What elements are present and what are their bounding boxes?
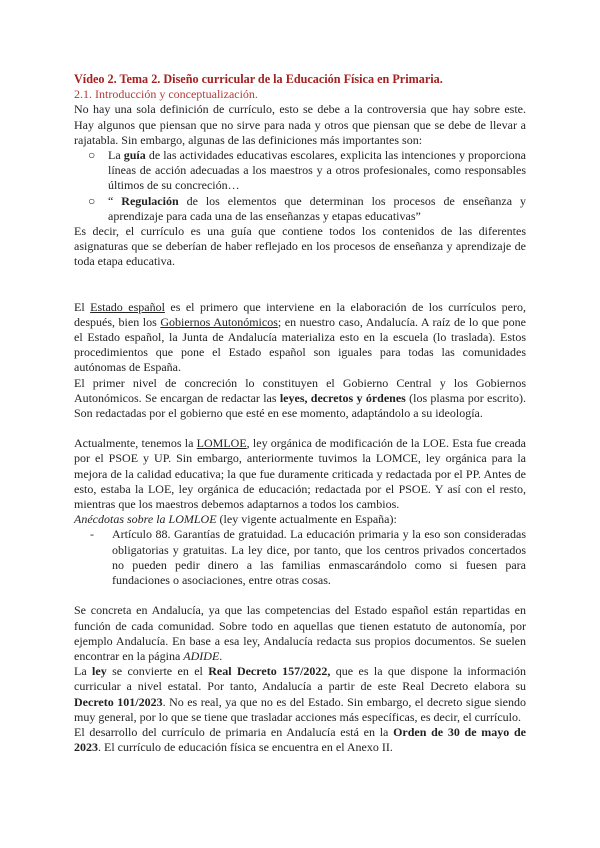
- definition-item: ○ La guía de las actividades educativas escolares, explicita las intenciones y proporciona líneas de acción adecuadas a los maestros y a otros profesionales, como responsables últimos de su concreción…: [88, 148, 526, 193]
- gobiernos-autonomicos-term: Gobiernos Autonómicos: [160, 314, 278, 329]
- definition-term: Regulación: [121, 193, 179, 208]
- estado-paragraph: El Estado español es el primero que interviene en la elaboración de los currículos pero, después, bien los Gobiernos Autonómicos; en nuestro caso, Andalucía. A raíz de lo que pone el Estado español, la Junta de Andalucía materializa esto en la escuela (lo traslada). Estos procedimientos que pone el Estado español son iguales para todas las comunidades autónomas de España.: [74, 299, 526, 375]
- lomloe-term: LOMLOE: [196, 436, 247, 451]
- circle-bullet-icon: ○: [88, 148, 96, 163]
- adide-term: ADIDE: [183, 648, 220, 663]
- orden-term: Orden de 30 de mayo de 2023: [74, 724, 526, 755]
- nivel-paragraph: El primer nivel de concreción lo constituyen el Gobierno Central y los Gobiernos Autonómicos. Se encargan de redactar las leyes, decretos y órdenes (los plasma por escrito). Son redactadas por el gobierno que esté en ese momento, adaptándolo a su ideología.: [74, 375, 526, 421]
- estado-espanol-term: Estado español: [90, 299, 165, 314]
- section-subtitle: 2.1. Introducción y conceptualización.: [74, 87, 258, 102]
- real-decreto-term: Real Decreto 157/2022,: [208, 664, 331, 679]
- andalucia-paragraph: Se concreta en Andalucía, ya que las competencias del Estado español están repartidas en función de cada comunidad. Sobre todo en aquellas que tienen estatuto de autonomía, por ejemplo Andalucía. En base a esa ley, Andalucía redacta sus propios documentos. Se suelen encontrar en la página ADIDE.: [74, 603, 526, 663]
- definition-term: guía: [123, 148, 146, 163]
- desarrollo-paragraph: El desarrollo del currículo de primaria en Andalucía está en la Orden de 30 de mayo de 2023. El currículo de educación física se encuentra en el Anexo II.: [74, 724, 526, 755]
- definitions-list: [74, 148, 526, 224]
- conclusion-paragraph: Es decir, el currículo es una guía que contiene todos los contenidos de las diferentes asignaturas que se deberían de haber reflejado en los procesos de enseñanza y aprendizaje de toda etapa educativa.: [74, 224, 526, 269]
- decreto-term: Decreto 101/2023: [74, 694, 163, 709]
- ley-paragraph: La ley se convierte en el Real Decreto 157/2022, que es la que dispone la información curricular a nivel estatal. Por tanto, Andalucía a partir de este Real Decreto elabora su Decreto 101/2023. No es real, ya que no es del Estado. Sin embargo, el decreto sigue siendo muy general, por lo que se tiene que trasladar acciones más específicas, es decir, el currículo.: [74, 664, 526, 724]
- circle-bullet-icon: ○: [88, 193, 96, 208]
- document-title: Vídeo 2. Tema 2. Diseño curricular de la Educación Física en Primaria.: [74, 72, 443, 86]
- dash-bullet-icon: -: [90, 527, 94, 542]
- intro-paragraph: No hay una sola definición de currículo, esto se debe a la controversia que hay sobre este. Hay algunos que piensan que no sirve para nada y otros que piensan que se debe de llevar a rajatabla. Sin embargo, algunas de las definiciones más importantes son:: [74, 102, 526, 147]
- lomloe-paragraph: Actualmente, tenemos la LOMLOE, ley orgánica de modificación de la LOE. Esta fue creada por el PSOE y UP. Sin embargo, anteriormente tuvimos la LOMCE, ley orgánica para la mejora de la calidad educativa; la que fue duramente criticada y redactada por el PP. Antes de esto, estaba la LOE, ley orgánica de educación; redactada por el PSOE. Y así con el resto, mientras que los maestros debemos adaptarnos a todos los cambios.: [74, 436, 526, 512]
- anecdotas-heading: Anécdotas sobre la LOMLOE (ley vigente actualmente en España):: [74, 512, 397, 527]
- leyes-decretos-term: leyes, decretos y órdenes: [279, 390, 406, 405]
- articulo-item: - Artículo 88. Garantías de gratuidad. La educación primaria y la eso son consideradas obligatorias y gratuitas. La ley dice, por tanto, que los centros privados concertados no pueden pedir dinero a las familias enmascarándolo como si fuesen para fundaciones o asociaciones, entre otras cosas.: [90, 527, 526, 588]
- articulos-list: [74, 527, 526, 588]
- definition-item: ○ “ Regulación de los elementos que determinan los procesos de enseñanza y aprendizaje para cada una de las enseñanzas y etapas educativas”: [88, 193, 527, 223]
